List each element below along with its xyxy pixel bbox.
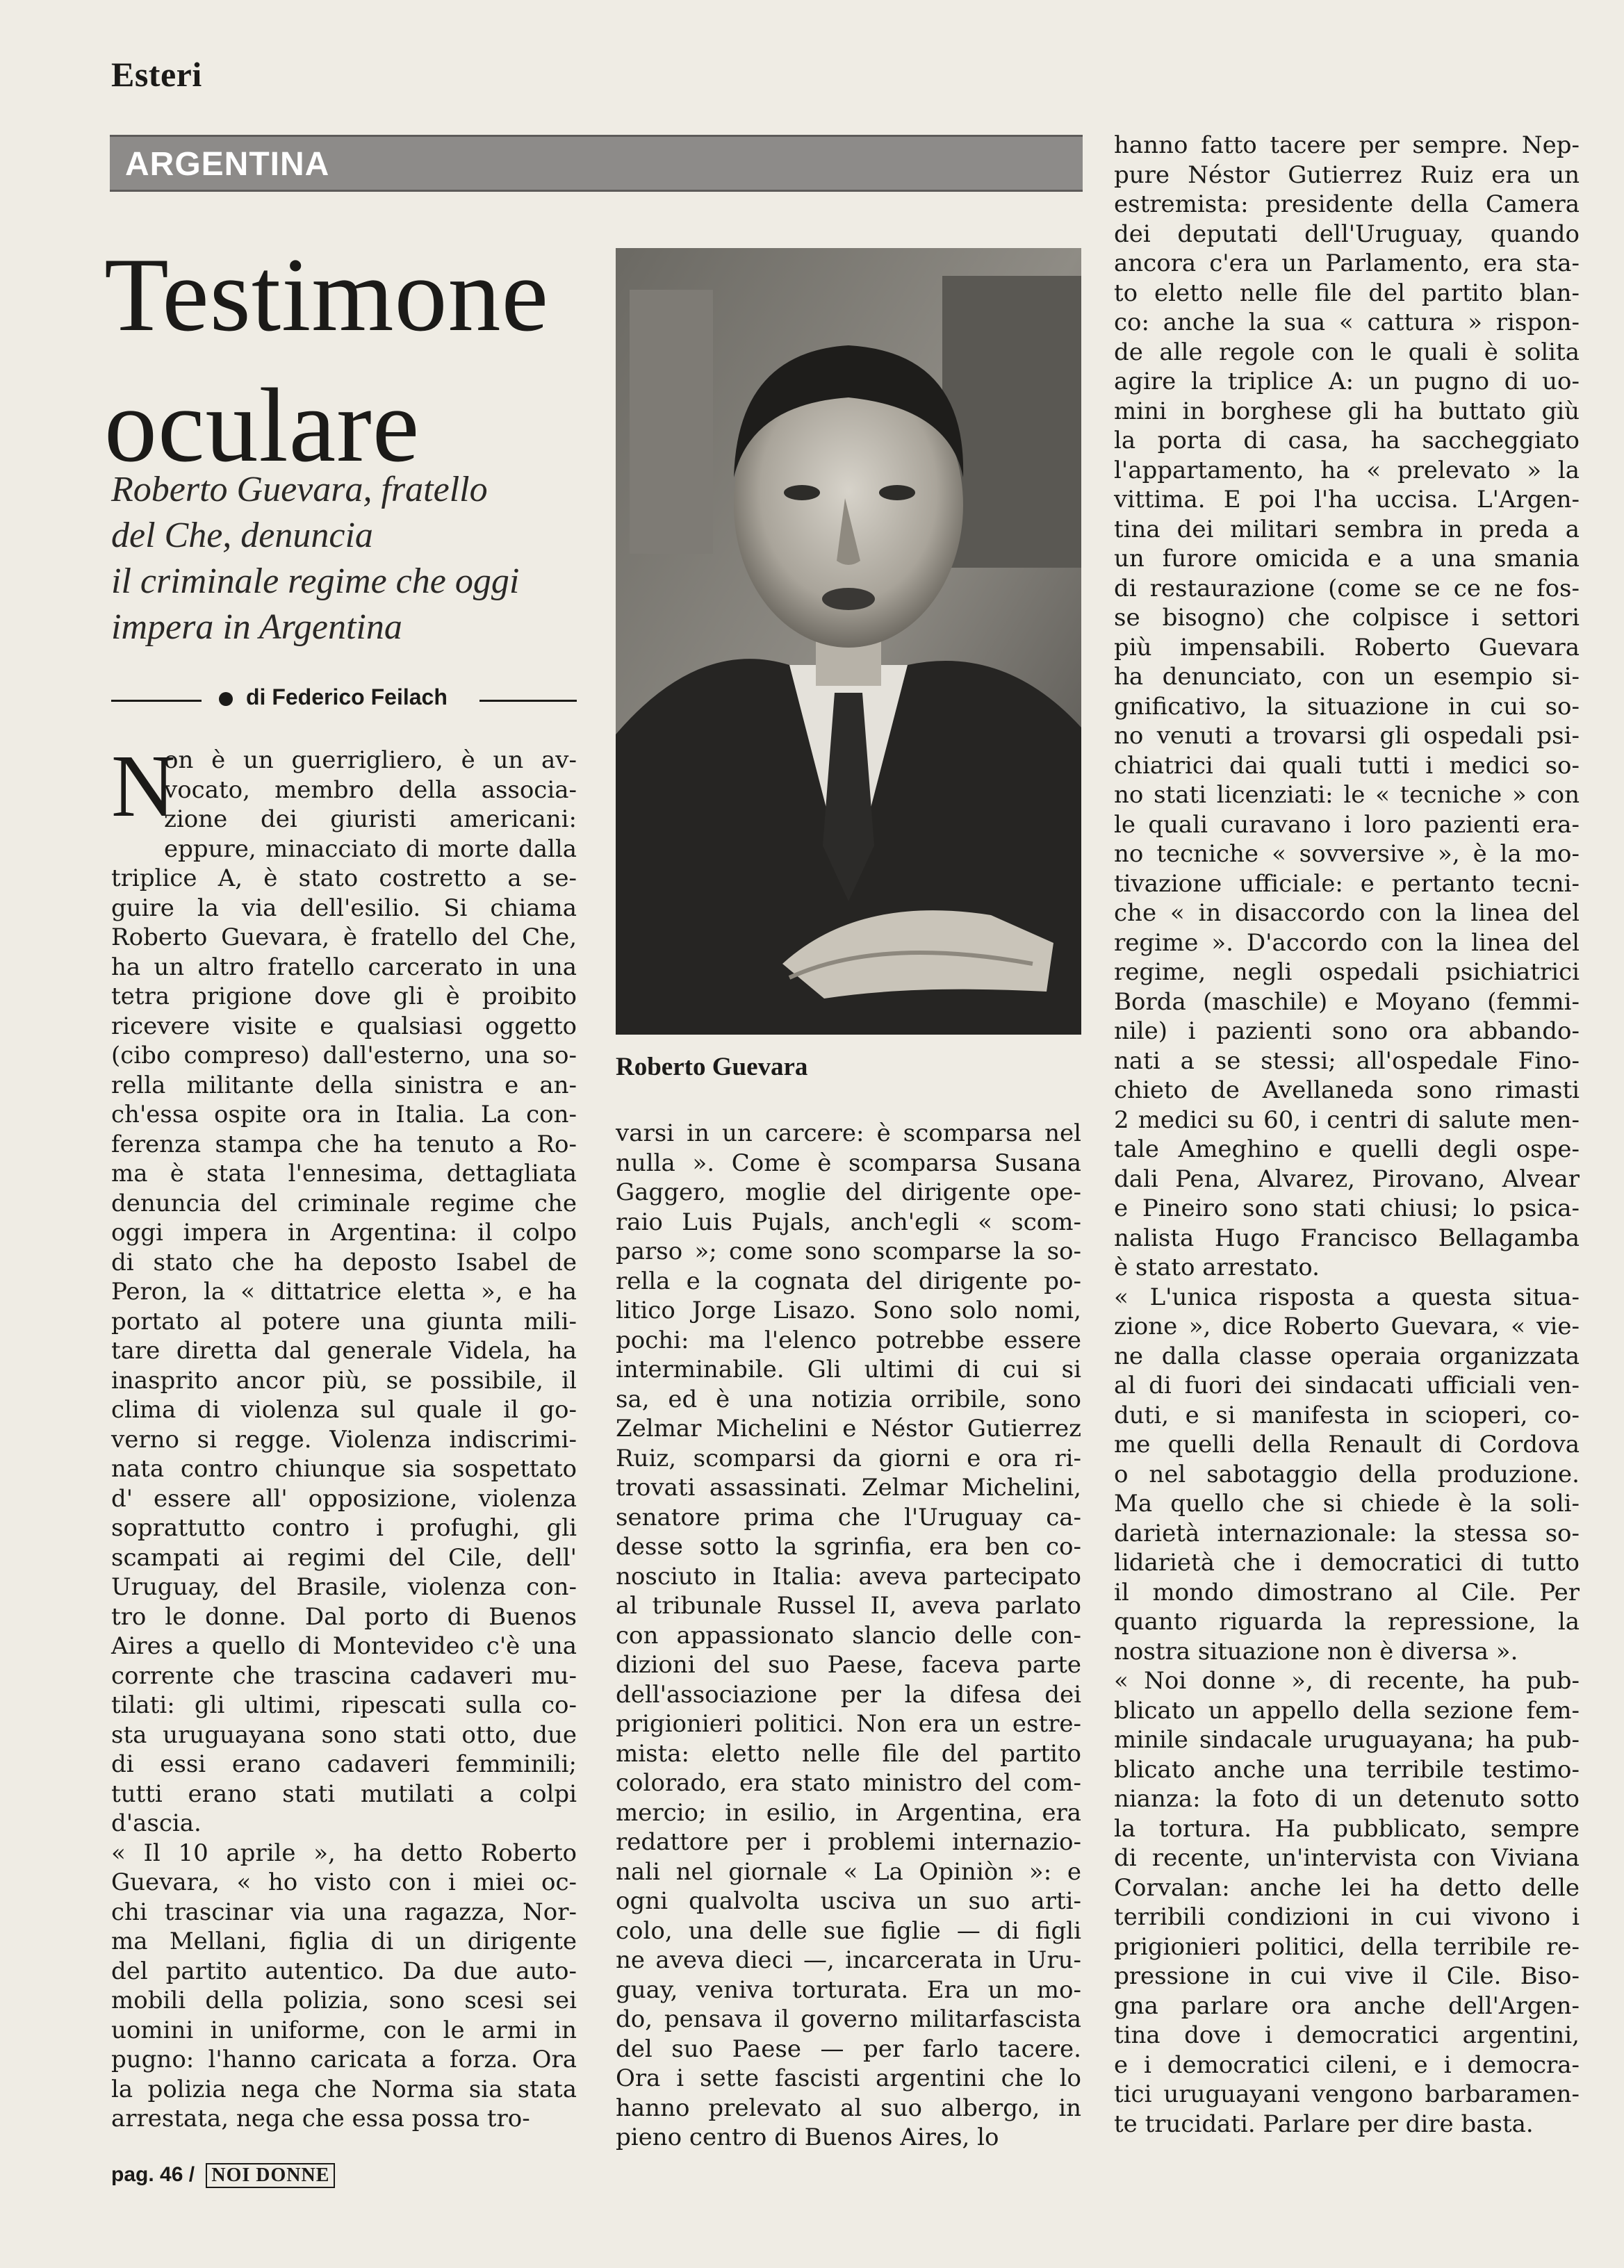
text-line: la tortura. Ha pubblicato, sempre — [1114, 1814, 1580, 1843]
text-line: darietà internazionale: la stessa so- — [1114, 1519, 1580, 1547]
text-line: ancora c'era un Parlamento, era sta- — [1114, 249, 1580, 277]
text-line: mercio; in esilio, in Argentina, era — [616, 1798, 1081, 1827]
text-line: hanno fatto tacere per sempre. Nep- — [1114, 131, 1580, 159]
text-line: guay, veniva torturata. Era un mo- — [616, 1975, 1081, 2004]
text-line: ne dalla classe operaia organizzata — [1114, 1342, 1580, 1370]
headline-line: Testimone — [104, 236, 550, 353]
text-line: « L'unica risposta a questa situa- — [1114, 1283, 1580, 1311]
text-line: tivazione ufficiale: e pertanto tecni- — [1114, 869, 1580, 898]
text-line: al tribunale Russel II, aveva parlato — [616, 1592, 1081, 1620]
text-line: rella e la cognata del dirigente po- — [616, 1267, 1081, 1295]
text-line: più impensabili. Roberto Guevara — [1114, 633, 1580, 662]
text-line: te trucidati. Parlare per dire basta. — [1114, 2110, 1534, 2138]
text-line: 2 medici su 60, i centri di salute men- — [1114, 1106, 1580, 1134]
text-line: nulla ». Come è scomparsa Susana — [616, 1149, 1081, 1177]
text-line: ma Mellani, figlia di un dirigente — [111, 1928, 577, 1955]
text-line: d'ascia. — [111, 1809, 202, 1837]
text-line: trovati assassinati. Zelmar Michelini, — [616, 1474, 1081, 1502]
magazine-logo: NOI DONNE — [206, 2163, 335, 2188]
text-line: denuncia del criminale regime che — [111, 1189, 577, 1217]
text-line: di restaurazione (come se ce ne fos- — [1114, 574, 1580, 602]
text-line: nati a se stessi; all'ospedale Fino- — [1114, 1046, 1580, 1075]
text-line: ne aveva dieci —, incarcerata in Uru- — [616, 1946, 1081, 1974]
text-line: la polizia nega che Norma sia stata — [111, 2075, 577, 2103]
text-line: colo, una delle sue figlie — di figli — [616, 1916, 1081, 1945]
text-line: mista: eletto nelle file del partito — [616, 1739, 1081, 1768]
text-line: ma è stata l'ennesima, dettagliata — [111, 1160, 577, 1188]
text-line: zione », dice Roberto Guevara, « vie- — [1114, 1313, 1580, 1340]
text-line: guire la via dell'esilio. Si chiama — [111, 894, 577, 922]
text-line: interminabile. Gli ultimi di cui si — [616, 1356, 1081, 1383]
text-line: chiatrici dai quali tutti i medici so- — [1114, 751, 1580, 780]
text-line: tina dei militari sembra in preda a — [1114, 515, 1580, 543]
text-line: Corvalan: anche lei ha detto delle — [1114, 1873, 1580, 1902]
text-line: no tecniche « sovversive », è la mo- — [1114, 840, 1580, 868]
text-line: dali Pena, Alvarez, Pirovano, Alvear — [1114, 1165, 1580, 1193]
text-line: nosciuto in Italia: aveva partecipato — [616, 1562, 1081, 1591]
text-line: prigionieri politici, della terribile re- — [1114, 1932, 1580, 1961]
text-line: nile) i pazienti sono ora abbando- — [1114, 1017, 1580, 1045]
text-line: Ma quello che si chiede è la soli- — [1114, 1490, 1580, 1518]
text-line: uomini in uniforme, con le armi in — [111, 2016, 577, 2044]
text-line: rella militante della sinistra e an- — [111, 1071, 577, 1099]
text-line: del partito autentico. Da due auto- — [111, 1957, 577, 1985]
text-line: ha un altro fratello carcerato in una — [111, 953, 577, 981]
text-line: estremista: presidente della Camera — [1114, 190, 1580, 218]
text-line: chi trascinar via una ragazza, Nor- — [111, 1898, 577, 1926]
text-line: mini in borghese gli ha buttato giù — [1114, 397, 1580, 425]
text-line: tici uruguayani vengono barbaramen- — [1114, 2080, 1580, 2108]
text-line: soprattutto contro i profughi, gli — [111, 1514, 577, 1542]
text-line: ch'essa ospite ora in Italia. La con- — [111, 1101, 577, 1128]
text-line: Peron, la « dittatrice eletta », e ha — [111, 1278, 577, 1306]
text-line: pieno centro di Buenos Aires, lo — [616, 2123, 999, 2151]
byline — [111, 684, 577, 716]
text-line: no stati licenziati: le « tecniche » con — [1114, 781, 1580, 809]
text-line: pressione in cui vive il Cile. Biso- — [1114, 1962, 1580, 1990]
text-line: Aires a quello di Montevideo c'è una — [111, 1632, 577, 1660]
text-line: de alle regole con le quali è solita — [1114, 338, 1580, 366]
text-line: tilati: gli ultimi, ripescati sulla co- — [111, 1691, 577, 1719]
text-line: con appassionato slancio delle con- — [616, 1621, 1081, 1650]
byline-rule-left — [111, 700, 202, 702]
text-line: lidarietà che i democratici di tutto — [1114, 1549, 1580, 1577]
text-line: pochi: ma l'elenco potrebbe essere — [616, 1326, 1081, 1354]
text-line: nata contro chiunque sia sospettato — [111, 1455, 577, 1483]
text-line: sta uruguayana sono stati otto, due — [111, 1720, 577, 1749]
text-line: del suo Paese — per farlo tacere. — [616, 2035, 1081, 2063]
country-banner — [110, 135, 1083, 192]
page-footer — [111, 2163, 335, 2188]
photo-caption: Roberto Guevara — [616, 1053, 808, 1081]
text-line: no venuti a trovarsi gli ospedali psi- — [1114, 722, 1580, 750]
text-line: è stato arrestato. — [1114, 1254, 1320, 1281]
text-line: zione dei giuristi americani: — [164, 805, 577, 833]
text-line: ferenza stampa che ha tenuto a Ro- — [111, 1130, 577, 1158]
text-line: to eletto nelle file del partito blan- — [1114, 279, 1580, 307]
text-line: verno si regge. Violenza indiscrimi- — [111, 1425, 577, 1454]
text-line: di essi erano cadaveri femminili; — [111, 1750, 577, 1778]
text-line: sa, ed è una notizia orribile, sono — [616, 1385, 1081, 1413]
text-line: do, pensava il governo militarfascista — [616, 2005, 1081, 2033]
portrait-photo — [616, 248, 1081, 1035]
text-line: minile sindacale uruguayana; ha pub- — [1114, 1726, 1580, 1754]
text-line: nalista Hugo Francisco Bellagamba — [1114, 1224, 1580, 1252]
text-line: il mondo dimostrano al Cile. Per — [1114, 1578, 1580, 1606]
text-line: gnificativo, la situazione in cui so- — [1114, 692, 1580, 721]
article-column-1 — [111, 737, 577, 2134]
text-line: « Noi donne », di recente, ha pub- — [1114, 1667, 1580, 1695]
text-line: vocato, membro della associa- — [164, 775, 577, 804]
drop-cap: N — [111, 737, 176, 835]
text-line: tutti erano stati mutilati a colpi — [111, 1780, 577, 1808]
text-line: un furore omicida e a una smania — [1114, 545, 1580, 573]
subtitle-line: impera in Argentina — [111, 607, 402, 647]
text-line: senatore prima che l'Uruguay ca- — [616, 1503, 1081, 1531]
text-line: Uruguay, del Brasile, violenza con- — [111, 1573, 577, 1601]
text-line: arrestata, nega che essa possa tro- — [111, 2105, 530, 2133]
country-label: ARGENTINA — [125, 146, 330, 183]
text-line: tetra prigione dove gli è proibito — [111, 983, 577, 1010]
text-line: regime ». D'accordo con la linea del — [1114, 928, 1580, 957]
text-line: d' essere all' opposizione, violenza — [111, 1484, 577, 1513]
text-line: tina dove i democratici argentini, — [1114, 2021, 1580, 2049]
text-line: me quelli della Renault di Cordova — [1114, 1431, 1580, 1458]
subtitle-line: Roberto Guevara, fratello — [111, 470, 488, 509]
byline-author: di Federico Feilach — [246, 684, 448, 709]
text-line: oggi impera in Argentina: il colpo — [111, 1219, 577, 1247]
text-line: Guevara, « ho visto con i miei oc- — [111, 1868, 577, 1896]
text-line: che « in disaccordo con la linea del — [1114, 899, 1580, 927]
text-line: chieto de Avellaneda sono rimasti — [1114, 1076, 1580, 1104]
text-line: terribili condizioni in cui vivono i — [1114, 1903, 1580, 1931]
text-line: Gaggero, moglie del dirigente ope- — [616, 1178, 1081, 1206]
text-line: portato al potere una giunta mili- — [111, 1307, 577, 1336]
text-line: duti, e si manifesta in scioperi, co- — [1114, 1401, 1580, 1429]
text-line: nali nel giornale « La Opiniòn »: e — [616, 1857, 1081, 1886]
text-line: tro le donne. Dal porto di Buenos — [111, 1602, 577, 1631]
byline-rule-right — [479, 700, 577, 702]
text-line: ricevere visite e qualsiasi oggetto — [111, 1012, 577, 1040]
section-label: Esteri — [111, 55, 202, 94]
text-line: se bisogno) che colpisce i settori — [1114, 604, 1580, 632]
text-line: dell'associazione per la difesa dei — [616, 1680, 1081, 1709]
text-line: o nel sabotaggio della produzione. — [1114, 1460, 1580, 1488]
text-line: vittima. E poi l'ha uccisa. L'Argen- — [1114, 486, 1580, 513]
text-line: nianza: la foto di un detenuto sotto — [1114, 1785, 1580, 1813]
text-line: blicato un appello della sezione fem- — [1114, 1696, 1580, 1725]
text-line: blicato anche una terribile testimo- — [1114, 1755, 1580, 1784]
text-line: pugno: l'hanno caricata a forza. Ora — [111, 2046, 577, 2073]
text-line: Borda (maschile) e Moyano (femmi- — [1114, 987, 1580, 1016]
text-line: Ruiz, scomparsi da giorni e ora ri- — [616, 1444, 1081, 1472]
text-line: Ora i sette fascisti argentini che lo — [616, 2064, 1081, 2092]
text-line: al di fuori dei sindacati ufficiali ven- — [1114, 1372, 1580, 1399]
text-line: co: anche la sua « cattura » rispon- — [1114, 309, 1580, 336]
text-line: raio Luis Pujals, anch'egli « scom- — [616, 1208, 1081, 1236]
text-line: Zelmar Michelini e Néstor Gutierrez — [616, 1415, 1081, 1443]
text-line: regime, negli ospedali psichiatrici — [1114, 958, 1580, 986]
text-line: le quali curavano i loro pazienti era- — [1114, 810, 1580, 839]
text-line: mobili della polizia, sono scesi sei — [111, 1987, 577, 2014]
text-line: (cibo compreso) dall'esterno, una so- — [111, 1042, 577, 1069]
text-line: ha denunciato, con un esempio si- — [1114, 663, 1580, 691]
portrait-photo-image — [616, 248, 1081, 1035]
text-line: agire la triplice A: un pugno di uo- — [1114, 368, 1580, 395]
subtitle — [111, 467, 519, 650]
text-line: dei deputati dell'Uruguay, quando — [1114, 220, 1580, 248]
text-line: colorado, era stato ministro del com- — [616, 1769, 1081, 1797]
text-line: ogni qualvolta usciva un suo arti- — [616, 1887, 1081, 1915]
text-line: parso »; come sono scomparse la so- — [616, 1238, 1081, 1265]
text-line: tare diretta dal generale Videla, ha — [111, 1337, 577, 1365]
text-line: corrente che trascina cadaveri mu- — [111, 1661, 577, 1690]
text-line: di recente, un'intervista con Viviana — [1114, 1844, 1580, 1872]
headline — [104, 229, 549, 491]
text-line: prigionieri politici. Non era un estre- — [616, 1710, 1081, 1738]
text-line: la porta di casa, ha saccheggiato — [1114, 427, 1580, 454]
text-line: tale Ameghino e quelli degli ospe- — [1114, 1135, 1580, 1163]
page-number: pag. 46 / — [111, 2163, 195, 2186]
headline-line: oculare — [104, 367, 420, 484]
text-line: quanto riguarda la repressione, la — [1114, 1608, 1580, 1636]
text-line: scampati ai regimi del Cile, dell' — [111, 1543, 577, 1572]
text-line: nostra situazione non è diversa ». — [1114, 1637, 1518, 1666]
article-column-2 — [616, 1119, 1081, 2153]
text-line: clima di violenza sul quale il go- — [111, 1396, 577, 1424]
text-line: e Pineiro sono stati chiusi; lo psica- — [1114, 1194, 1580, 1222]
article-column-3 — [1114, 131, 1580, 2139]
text-line: hanno prelevato al suo albergo, in — [616, 2094, 1081, 2122]
bullet-icon — [219, 692, 233, 706]
text-line: triplice A, è stato costretto a se- — [111, 864, 577, 892]
text-line: gna parlare ora anche dell'Argen- — [1114, 1991, 1580, 2020]
subtitle-line: del Che, denuncia — [111, 516, 373, 555]
text-line: l'appartamento, ha « prelevato » la — [1114, 456, 1580, 484]
text-line: e i democratici cileni, e i democra- — [1114, 2051, 1580, 2079]
text-line: di stato che ha deposto Isabel de — [111, 1248, 577, 1276]
text-line: dizioni del suo Paese, faceva parte — [616, 1651, 1081, 1679]
text-line: Roberto Guevara, è fratello del Che, — [111, 923, 577, 951]
text-line: varsi in un carcere: è scomparsa nel — [616, 1119, 1081, 1147]
text-line: eppure, minacciato di morte dalla — [164, 835, 577, 863]
text-line: litico Jorge Lisazo. Sono solo nomi, — [616, 1297, 1081, 1324]
text-line: redattore per i problemi internazio- — [616, 1828, 1081, 1856]
text-line: « Il 10 aprile », ha detto Roberto — [111, 1839, 577, 1867]
text-line: pure Néstor Gutierrez Ruiz era un — [1114, 161, 1580, 189]
text-line: on è un guerrigliero, è un av- — [164, 746, 577, 774]
text-line: inasprito ancor più, se possibile, il — [111, 1366, 577, 1395]
subtitle-line: il criminale regime che oggi — [111, 561, 520, 601]
text-line: desse sotto la sgrinfia, era ben co- — [616, 1533, 1081, 1561]
